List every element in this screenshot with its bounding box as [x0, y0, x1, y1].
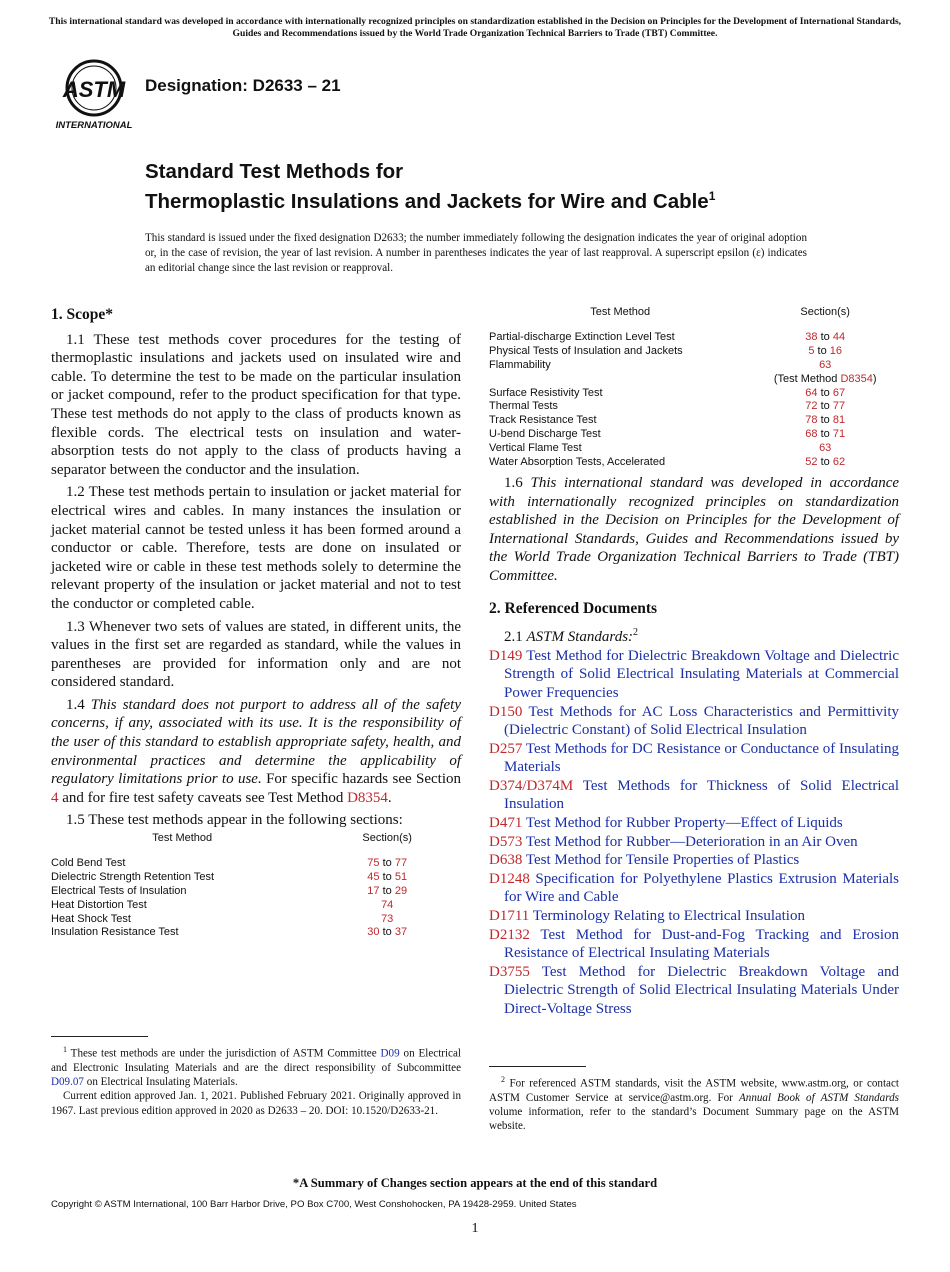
- para-1-3: 1.3 Whenever two sets of values are stated, in different units, the values in the first set are regarded as standard, while the values in parentheses are provided for information only and are not considered standard.: [51, 618, 461, 691]
- reference-title-link[interactable]: Test Method for Dust-and-Fog Tracking and Erosion Resistance of Electrical Insulating Materials: [504, 926, 899, 962]
- table-row: [51, 926, 461, 940]
- table-cell-sections: [751, 428, 899, 442]
- table-cell-method: Physical Tests of Insulation and Jackets: [489, 344, 683, 357]
- reference-item: [489, 926, 899, 963]
- section-end-link[interactable]: 62: [832, 456, 846, 469]
- reference-code-link[interactable]: D471: [489, 815, 523, 832]
- table-cell-method: Water Absorption Tests, Accelerated: [489, 456, 666, 469]
- summary-note: *A Summary of Changes section appears at the end of this standard: [292, 1176, 658, 1190]
- section-start-link[interactable]: 52: [805, 456, 818, 469]
- section-to: to: [820, 400, 830, 413]
- section-start-link[interactable]: 17: [367, 884, 380, 897]
- reference-title-link[interactable]: Test Method for Tensile Properties of Plastics: [525, 852, 800, 869]
- table-row: [489, 456, 899, 470]
- section-end-link[interactable]: 77: [832, 400, 846, 413]
- reference-code-link[interactable]: D149: [489, 647, 523, 664]
- title-line-1: Standard Test Methods for: [145, 160, 404, 183]
- reference-item: [489, 777, 899, 814]
- table-cell-sections: [313, 899, 461, 913]
- section-end-link[interactable]: 37: [394, 926, 408, 939]
- table-row: [51, 871, 461, 885]
- footnote-2: $^2$ For referenced ASTM standards, visit the ASTM website, www.astm.org, or contact ASTM Customer Service at service@astm.org. For Annual Book of ASTM Standards volume information, refer to the standard’s Document Summary page on the ASTM website.: [489, 1075, 900, 1133]
- sections-table-left: [51, 832, 461, 940]
- reference-title-link[interactable]: Test Methods for AC Loss Characteristics and Permittivity (Dielectric Constant) of Solid Electrical Insulation: [504, 703, 899, 739]
- reference-code-link[interactable]: D2132: [489, 926, 530, 943]
- section-start-link[interactable]: 78: [805, 414, 818, 427]
- reference-code-link[interactable]: D1248: [489, 870, 530, 887]
- reference-title-link[interactable]: Test Methods for DC Resistance or Conductance of Insulating Materials: [504, 740, 899, 776]
- table-row: [51, 857, 461, 871]
- reference-code-link[interactable]: D3755: [489, 963, 530, 980]
- table-header-method: Test Method: [590, 306, 651, 318]
- table-cell-method: [489, 373, 751, 387]
- section-to: to: [382, 884, 392, 897]
- footnote-rule: [51, 1036, 148, 1037]
- section-start-link[interactable]: 75: [367, 856, 380, 869]
- sections-table-right: [489, 306, 899, 470]
- table-cell-method: Surface Resistivity Test: [489, 386, 603, 399]
- table-row: [489, 359, 899, 373]
- table-row: [489, 414, 899, 428]
- section-start-link[interactable]: 5: [808, 344, 815, 357]
- table-note: (Test Method: [773, 372, 841, 385]
- footnotes-left: [51, 1036, 461, 1118]
- table-cell-sections: [313, 913, 461, 927]
- table-row: [489, 428, 899, 442]
- section-end-link[interactable]: 51: [394, 870, 408, 883]
- section-to: to: [820, 428, 830, 441]
- copyright: Copyright © ASTM International, 100 Barr Harbor Drive, PO Box C700, West Conshohocken, PA 19428-2959. United States: [51, 1199, 577, 1210]
- reference-title-link[interactable]: Test Method for Dielectric Breakdown Voltage and Dielectric Strength of Solid Electrical Insulating Materials Under Direct-Voltage Stress: [504, 963, 899, 1017]
- table-cell-method: Thermal Tests: [489, 400, 558, 413]
- section-end-link[interactable]: 67: [832, 386, 846, 399]
- d8354-link[interactable]: D8354: [347, 789, 388, 806]
- table-cell-method: Insulation Resistance Test: [51, 926, 179, 939]
- reference-code-link[interactable]: D1711: [489, 908, 530, 925]
- scope-heading: 1. Scope*: [51, 306, 113, 323]
- logo-letters: ASTM: [62, 77, 126, 102]
- para-1-1: 1.1 These test methods cover procedures for the testing of thermoplastic insulations and jackets used on insulated wire and cable. To determine the test to be made on the particular insulation or jacket compound, refer to the product specification for that type. These test methods do not apply to the class of products known as flexible cords. The electrical tests on insulation and water-absorption tests do not apply to the class of products having a separator between the conductor and the insulation.: [51, 331, 461, 478]
- table-cell-sections: [751, 345, 899, 359]
- table-header-sections: Section(s): [800, 306, 850, 318]
- section-to: to: [382, 926, 392, 939]
- reference-item: [489, 851, 899, 870]
- section-start-link[interactable]: 64: [805, 386, 818, 399]
- table-row: [51, 885, 461, 899]
- section-to: to: [820, 330, 830, 343]
- section-end-link[interactable]: 44: [832, 330, 846, 343]
- section-end-link[interactable]: 29: [394, 884, 408, 897]
- section-start-link[interactable]: 73: [381, 912, 394, 925]
- astm-logo-icon: [52, 58, 136, 132]
- footnote-1: $^1$ These test methods are under the jurisdiction of ASTM Committee D09 on Electrical and Electronic Insulating Materials and are the direct responsibility of Subcommittee D09.07 on Electrical Insulating Materials.: [51, 1045, 461, 1089]
- section-to: to: [382, 870, 392, 883]
- section-start-link[interactable]: 68: [805, 428, 818, 441]
- table-cell-method: Partial-discharge Extinction Level Test: [489, 330, 675, 343]
- reference-code-link[interactable]: D573: [489, 833, 523, 850]
- issuance-note: This standard is issued under the fixed designation D2633; the number immediately following the designation indicates the year of original adoption or, in the case of revision, the year of last revision. A number in parentheses indicates the year of last reapproval. A superscript epsilon (ε) indicates an editorial change since the last revision or reapproval.: [145, 232, 807, 274]
- reference-item: [489, 814, 899, 833]
- table-header-method: Test Method: [152, 832, 213, 845]
- section-to: to: [820, 456, 830, 469]
- table-note-link[interactable]: D8354: [840, 372, 873, 385]
- d09-link[interactable]: D09: [380, 1047, 400, 1060]
- table-row: [51, 913, 461, 927]
- reference-title-link[interactable]: Specification for Polyethylene Plastics Extrusion Materials for Wire and Cable: [504, 870, 900, 906]
- table-cell-sections: [313, 871, 461, 885]
- referenced-standards-list: [489, 647, 899, 1019]
- logo-subtitle: INTERNATIONAL: [55, 120, 133, 131]
- d09-07-link[interactable]: D09.07: [51, 1076, 84, 1089]
- title-footnote-mark: 1: [708, 189, 716, 203]
- table-row: [51, 899, 461, 913]
- table-cell-sections: [751, 373, 899, 387]
- reference-title-link[interactable]: Test Method for Dielectric Breakdown Voltage and Dielectric Strength of Solid Electrical Insulating Materials at Commercial Power Frequencies: [504, 647, 899, 701]
- table-cell-sections: [751, 400, 899, 414]
- table-cell-sections: [751, 387, 899, 401]
- table-cell-method: Electrical Tests of Insulation: [51, 884, 187, 897]
- reference-item: [489, 907, 899, 926]
- section-end-link[interactable]: 81: [832, 414, 846, 427]
- title-line-2: Thermoplastic Insulations and Jackets for Wire and Cable$^1$: [145, 189, 716, 213]
- wto-notice: This international standard was developed in accordance with internationally recognized principles on standardization established in the Decision on Principles for the Development of International Standards, Guides and Recommendations issued by the World Trade Organization Technical Barriers to Trade (TBT) Committee.: [48, 16, 902, 39]
- section-end-link[interactable]: 77: [394, 856, 408, 869]
- table-cell-method: Heat Shock Test: [51, 912, 131, 925]
- table-cell-method: Vertical Flame Test: [489, 442, 582, 455]
- refdocs-heading: 2. Referenced Documents: [489, 599, 658, 617]
- reference-item: [489, 647, 899, 703]
- document-title: [145, 160, 715, 214]
- table-row: [489, 331, 899, 345]
- table-cell-method: Heat Distortion Test: [51, 898, 147, 911]
- section-start-link[interactable]: 63: [819, 442, 832, 455]
- footnotes-right: [489, 1066, 899, 1134]
- designation: Designation: D2633 – 21: [145, 76, 341, 95]
- reference-item: [489, 833, 899, 852]
- table-cell-method: Cold Bend Test: [51, 856, 126, 869]
- table-cell-sections: [313, 926, 461, 940]
- reference-item: [489, 740, 899, 777]
- table-cell-sections: [751, 359, 899, 373]
- reference-title-link[interactable]: Test Method for Rubber—Deterioration in an Air Oven: [525, 833, 858, 850]
- table-cell-sections: [313, 885, 461, 899]
- section-start-link[interactable]: 72: [805, 400, 818, 413]
- section-to: to: [820, 414, 830, 427]
- table-cell-method: Flammability: [489, 358, 551, 371]
- left-column: [51, 306, 461, 940]
- section-to: to: [382, 856, 392, 869]
- para-1-6: 1.6 This international standard was developed in accordance with internationally recognized principles on standardization established in the Decision on Principles for the Development of International Standards, Guides and Recommendations issued by the World Trade Organization Technical Barriers to Trade (TBT) Committee.: [489, 474, 900, 584]
- reference-item: [489, 870, 899, 907]
- table-row: [489, 345, 899, 359]
- section-to: to: [817, 344, 827, 357]
- reference-item: [489, 703, 899, 740]
- table-row: [489, 442, 899, 456]
- table-row: [489, 373, 899, 387]
- table-cell-sections: [751, 331, 899, 345]
- table-cell-sections: [751, 414, 899, 428]
- reference-code-link[interactable]: D374/D374M: [489, 777, 574, 794]
- table-header-sections: Section(s): [362, 832, 412, 845]
- reference-title-link[interactable]: Terminology Relating to Electrical Insulation: [532, 908, 805, 925]
- table-row: [489, 387, 899, 401]
- page-number: 1: [471, 1221, 479, 1236]
- table-note-end: ): [872, 372, 877, 385]
- table-cell-method: Track Resistance Test: [489, 414, 597, 427]
- section-start-link[interactable]: 38: [805, 330, 818, 343]
- section-start-link[interactable]: 30: [367, 926, 380, 939]
- section-4-link[interactable]: 4: [51, 789, 59, 806]
- section-start-link[interactable]: 74: [381, 898, 394, 911]
- table-cell-sections: [751, 442, 899, 456]
- table-row: [489, 400, 899, 414]
- table-cell-method: Dielectric Strength Retention Test: [51, 870, 215, 883]
- section-to: to: [820, 386, 830, 399]
- footnote-rule: [489, 1066, 586, 1067]
- reference-item: [489, 963, 899, 1019]
- reference-code-link[interactable]: D257: [489, 740, 523, 757]
- reference-title-link[interactable]: Test Method for Rubber Property—Effect of Liquids: [525, 815, 843, 832]
- section-start-link[interactable]: 45: [367, 870, 380, 883]
- para-1-5: 1.5 These test methods appear in the following sections:: [66, 812, 403, 829]
- para-1-4: 1.4 This standard does not purport to address all of the safety concerns, if any, associated with its use. It is the responsibility of the user of this standard to establish appropriate safety, health, and environmental practices and determine the applicability of regulatory limitations prior to use. For specific hazards see Section 4 and for fire test safety caveats see Test Method D8354.: [51, 696, 462, 806]
- right-column: [489, 306, 899, 1019]
- table-cell-sections: [751, 456, 899, 470]
- table-cell-method: U-bend Discharge Test: [489, 428, 601, 441]
- reference-code-link[interactable]: D150: [489, 703, 523, 720]
- table-cell-sections: [313, 857, 461, 871]
- reference-code-link[interactable]: D638: [489, 852, 523, 869]
- edition-note: Current edition approved Jan. 1, 2021. Published February 2021. Originally approved in 1967. Last previous edition approved in 2020 as D2633 – 20. DOI: 10.1520/D2633-21.: [51, 1090, 461, 1117]
- section-end-link[interactable]: 16: [829, 344, 843, 357]
- para-1-2: 1.2 These test methods pertain to insulation or jacket material for electrical wires and cables. In many instances the insulation or jacket material cannot be tested unless it has been formed around a conductor or cable. Therefore, tests are done on insulated or jacketed wire or cable in these test methods solely to determine the relevant property of the insulation or jacket material and not to test the conductor or completed cable.: [51, 484, 461, 612]
- section-start-link[interactable]: 63: [819, 358, 832, 371]
- section-end-link[interactable]: 71: [832, 428, 846, 441]
- reference-title-link[interactable]: Test Methods for Thickness of Solid Electrical Insulation: [504, 777, 899, 813]
- para-2-1: 2.1 ASTM Standards:$^2$: [504, 627, 639, 646]
